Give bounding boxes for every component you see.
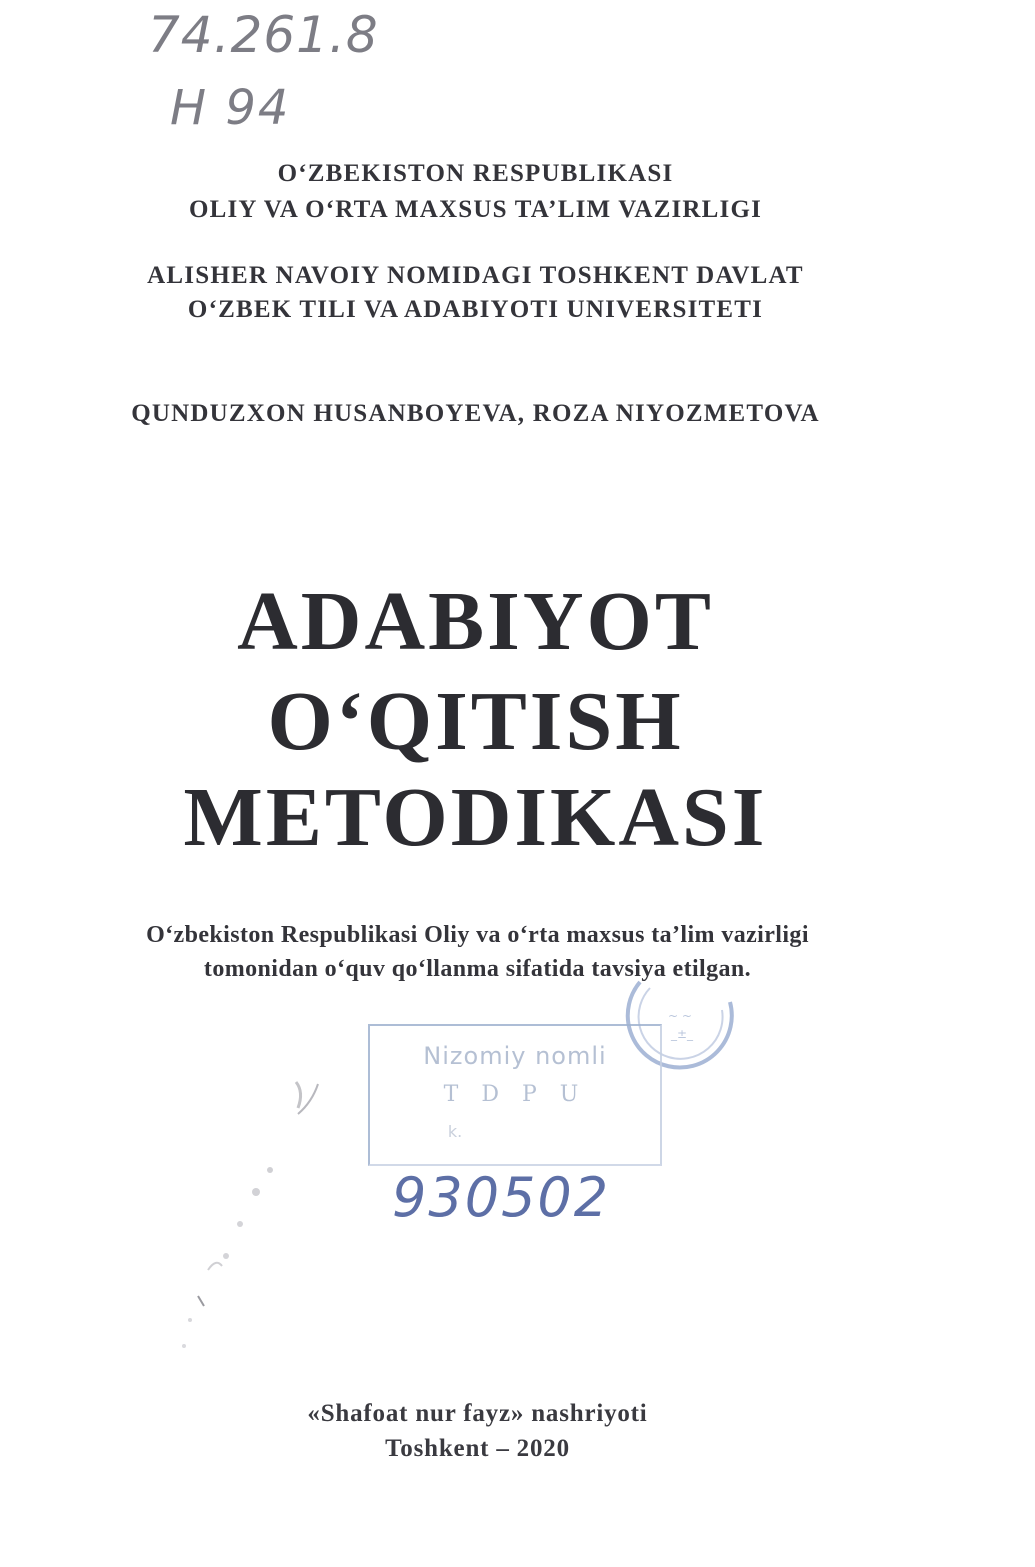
publication-place-year: Toshkent – 2020 [385, 1435, 570, 1462]
handwritten-shelfmark-line1: 74.261.8 [148, 6, 379, 64]
library-stamp [368, 1024, 662, 1166]
library-stamp-line1: Nizomiy nomli [423, 1042, 607, 1070]
ministry-line1: O‘ZBEKISTON RESPUBLIKASI [277, 160, 674, 187]
book-title-line3: METODIKASI [183, 771, 768, 864]
faint-stamp-trace [170, 1060, 350, 1360]
svg-text:~ ~: ~ ~ [668, 1009, 692, 1023]
handwritten-inventory-number: 930502 [392, 1166, 611, 1229]
library-stamp-line3: k. [447, 1122, 463, 1141]
approval-line2: tomonidan o‘quv qo‘llanma sifatida tavsiya etilgan. [203, 956, 752, 982]
approval-line1: O‘zbekiston Respublikasi Oliy va o‘rta maxsus ta’lim vazirligi [146, 922, 809, 948]
authors: QUNDUZXON HUSANBOYEVA, ROZA NIYOZMETOVA [131, 400, 820, 427]
svg-text:_±_: _±_ [670, 1027, 694, 1041]
book-title-line2: O‘QITISH [267, 675, 684, 768]
university-line1: ALISHER NAVOIY NOMIDAGI TOSHKENT DAVLAT [147, 262, 804, 289]
ministry-line2: OLIY VA O‘RTA MAXSUS TA’LIM VAZIRLIGI [188, 196, 763, 223]
handwritten-shelfmark-line2: H 94 [170, 80, 291, 136]
university-line2: O‘ZBEK TILI VA ADABIYOTI UNIVERSITETI [187, 296, 764, 323]
library-stamp-line2: T D P U [443, 1082, 587, 1107]
publisher-name: «Shafoat nur fayz» nashriyoti [307, 1400, 648, 1427]
book-title-line1: ADABIYOT [237, 575, 714, 668]
